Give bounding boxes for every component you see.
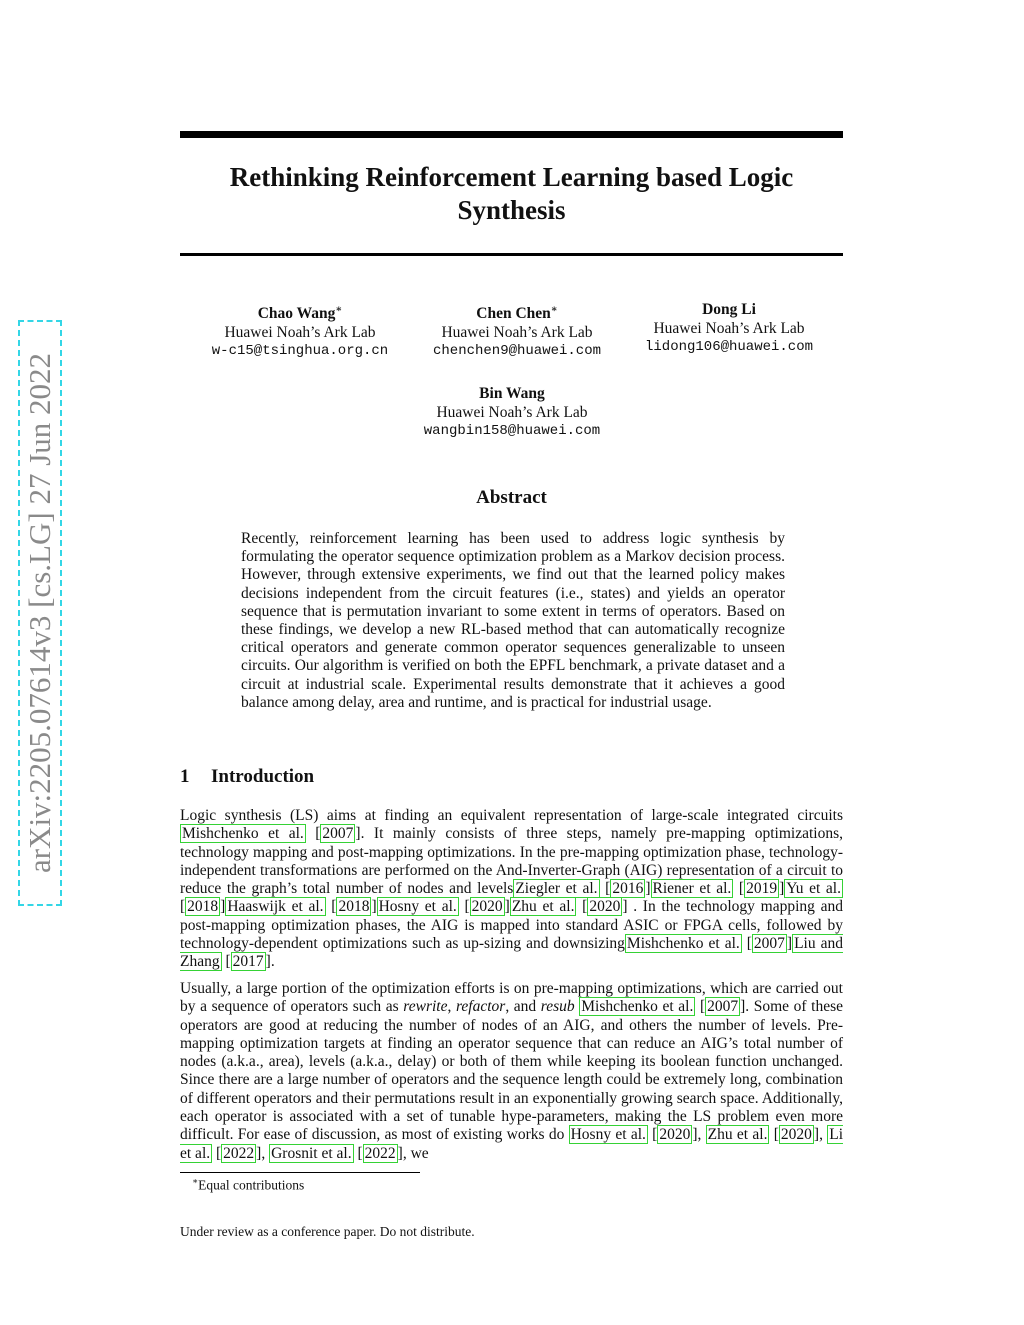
text-run: Usually, a large portion of the optimization efforts is on pre-mapping optimizations, which are carried out by a sequence of operators such as xyxy=(180,980,843,1016)
abstract-heading: Abstract xyxy=(476,487,547,508)
intro-paragraph-1: Logic synthesis (LS) aims at finding an equivalent representation of large-scale integrated circuits Mishchenko et al. [ 2007 ]. It mainly consists of three steps, namely pre-mapping optimizations, technology mapping and post-mapping optimizations. In the pre-mapping optimization phase, technology-independent transformations are performed on the And-Inverter-Graph (AIG) representation of a circuit to reduce the graph’s total number of nodes and levels Ziegler et al. [ 2016 ] Riener et al. [ 2019 ] Yu et al. [ 2018 ] Haaswijk et al. [ 2018 ] Hosny et al. [ 2020 ] Zhu et al. [ 2020 ] . In the technology mapping and post-mapping optimization phases, the AIG is mapped into standard ASIC or FPGA cells, followed by technology-dependent optimizations such as up-sizing and downsizing Mishchenko et al. [ 2007 ] Liu and Zhang [ 2017 ]. xyxy=(180,807,843,971)
citation-link[interactable]: Haaswijk et al. xyxy=(227,898,324,916)
text-run: Logic synthesis (LS) aims at finding an equivalent representation of large-scale integrated circuits xyxy=(180,807,843,824)
text-run: . In the technology mapping and post-mapping optimization phases, the AIG is mapped into standard ASIC or FPGA cells, followed by technology-dependent optimizations such as up-sizing and downsizing xyxy=(180,898,843,953)
author-email[interactable]: wangbin158@huawei.com xyxy=(423,423,601,439)
author-affiliation: Huawei Noah’s Ark Lab xyxy=(441,323,593,341)
citation-year-link[interactable]: 2020 xyxy=(589,898,621,916)
citation-year-link[interactable]: 2007 xyxy=(707,998,739,1016)
operator-name: rewrite xyxy=(403,998,448,1016)
citation-link[interactable]: Li et al. xyxy=(180,1126,844,1162)
text-run: . It mainly consists of three steps, namely pre-mapping optimizations, technology mapping and post-mapping optimizations. In the pre-mapping optimization phase, technology-independent transformations are performed on the And-Inverter-Graph (AIG) representation of a circuit to reduce the graph’s total number of nodes and levels xyxy=(180,825,843,898)
title-line-1: Rethinking Reinforcement Learning based Logic xyxy=(229,162,794,192)
citation-year-link[interactable]: 2017 xyxy=(232,953,264,971)
author-email[interactable]: chenchen9@huawei.com xyxy=(432,343,602,360)
citation-link[interactable]: Liu and Zhang xyxy=(180,935,843,971)
text-run: , and xyxy=(505,998,541,1016)
author-email[interactable]: w-c15@tsinghua.org.cn xyxy=(211,343,389,360)
footnote xyxy=(192,1176,304,1194)
citation-year-link[interactable]: 2018 xyxy=(338,898,370,916)
citation-year-link[interactable]: 2007 xyxy=(753,935,785,953)
author-name: Chao Wang xyxy=(257,305,336,323)
citation-year-link[interactable]: 2022 xyxy=(223,1144,255,1162)
author-name: Chen Chen xyxy=(476,305,551,323)
footnote-rule xyxy=(180,1172,420,1173)
footnote-text: Equal contributions xyxy=(198,1177,305,1193)
citation-year-link[interactable]: 2020 xyxy=(659,1126,691,1144)
citation-link[interactable]: Riener et al. xyxy=(652,880,732,898)
text-run: . Some of these operators are good at reducing the number of nodes of an AIG, and others the number of levels. Pre-mapping optimization targets at finding an operator sequence that can reduce an AIG’s total number of nodes (a.k.a., area), levels (a.k.a., delay) or both of them while keeping its boolean function unchanged. Since there are a large number of operators and the sequence length could be extremely long, combination of different operators and their permutations result in an exponentially growing search space. Additionally, each operator is associated with a set of tunable hype-parameters, making the LS problem even more difficult. For ease of discussion, as most of existing works do xyxy=(180,998,844,1144)
author-affiliation: Huawei Noah’s Ark Lab xyxy=(653,319,805,337)
title-rule-bottom xyxy=(180,253,843,256)
abstract-text: Recently, reinforcement learning has been used to address logic synthesis by formulating the operator sequence optimization problem as a Markov decision process. However, through extensive experiments, we find out that the learned policy makes decisions independent from the circuit features (i.e., states) and yields an operator sequence that is permutation invariant to some extent in terms of operators. Based on these findings, we develop a new RL-based method that can automatically recognize critical operators and generate common operator sequences generalizable to unseen circuits. Our algorithm is verified on both the EPFL benchmark, a private dataset and a circuit at industrial scale. Experimental results demonstrate that it achieves a good balance among delay, area and runtime, and is practical for industrial usage. xyxy=(241,530,785,711)
text-run: , we xyxy=(402,1144,429,1162)
section-number: 1 xyxy=(180,766,190,787)
review-notice: Under review as a conference paper. Do not distribute. xyxy=(180,1224,475,1239)
citation-year-link[interactable]: 2022 xyxy=(364,1144,396,1162)
author-email[interactable]: lidong106@huawei.com xyxy=(644,339,814,355)
text-run: , xyxy=(447,998,456,1016)
citation-link[interactable]: Yu et al. xyxy=(786,880,841,898)
citation-link[interactable]: Hosny et al. xyxy=(378,898,457,916)
footnote-mark: ∗ xyxy=(192,1176,199,1186)
operator-name: refactor xyxy=(455,998,506,1016)
title-line-2: Synthesis xyxy=(457,195,566,225)
citation-link[interactable]: Grosnit et al. xyxy=(271,1144,352,1162)
citation-link[interactable]: Mishchenko et al. xyxy=(581,998,694,1016)
citation-year-link[interactable]: 2020 xyxy=(780,1126,812,1144)
arxiv-stamp[interactable] xyxy=(18,320,62,906)
author-mark: ∗ xyxy=(335,304,343,315)
citation-year-link[interactable]: 2019 xyxy=(746,880,778,898)
arxiv-stamp-text: arXiv:2205.07614v3 [cs.LG] 27 Jun 2022 xyxy=(22,352,57,874)
citation-link[interactable]: Zhu et al. xyxy=(707,1126,768,1144)
citation-year-link[interactable]: 2020 xyxy=(471,898,503,916)
section-heading xyxy=(180,766,314,788)
author-affiliation: Huawei Noah’s Ark Lab xyxy=(436,403,588,421)
section-title: Introduction xyxy=(211,766,315,787)
text-run: . xyxy=(270,953,275,971)
author-block xyxy=(599,301,859,357)
citation-link[interactable]: Mishchenko et al. xyxy=(626,935,740,953)
paper-title xyxy=(180,161,843,227)
author-affiliation: Huawei Noah’s Ark Lab xyxy=(224,323,376,341)
operator-name: resub xyxy=(540,998,575,1016)
citation-year-link[interactable]: 2018 xyxy=(187,898,219,916)
citation-year-link[interactable]: 2007 xyxy=(322,825,354,843)
author-name: Bin Wang xyxy=(479,385,545,402)
citation-link[interactable]: Ziegler et al. xyxy=(515,880,598,898)
citation-year-link[interactable]: 2016 xyxy=(612,880,644,898)
citation-link[interactable]: Hosny et al. xyxy=(570,1126,646,1144)
intro-paragraph-2: Usually, a large portion of the optimization efforts is on pre-mapping optimizations, which are carried out by a sequence of operators such as rewrite, refactor, and resub Mishchenko et al. [ 2007 ]. Some of these operators are good at reducing the number of nodes of an AIG, and others the number of levels. Pre-mapping optimization targets at finding an operator sequence that can reduce an AIG’s total number of nodes (a.k.a., area), levels (a.k.a., delay) or both of them while keeping its boolean function unchanged. Since there are a large number of operators and the sequence length could be extremely long, combination of different operators and their permutations result in an exponentially growing search space. Additionally, each operator is associated with a set of tunable hype-parameters, making the LS problem even more difficult. For ease of discussion, as most of existing works do Hosny et al. [ 2020 ], Zhu et al. [ 2020 ], Li et al. [ 2022 ], Grosnit et al. [ 2022 ], we xyxy=(180,980,844,1162)
title-rule-top xyxy=(180,131,843,138)
author-block xyxy=(382,385,642,441)
citation-link[interactable]: Zhu et al. xyxy=(511,898,575,916)
author-mark: ∗ xyxy=(550,304,558,315)
citation-link[interactable]: Mishchenko et al. xyxy=(182,825,304,843)
author-name: Dong Li xyxy=(702,301,756,318)
